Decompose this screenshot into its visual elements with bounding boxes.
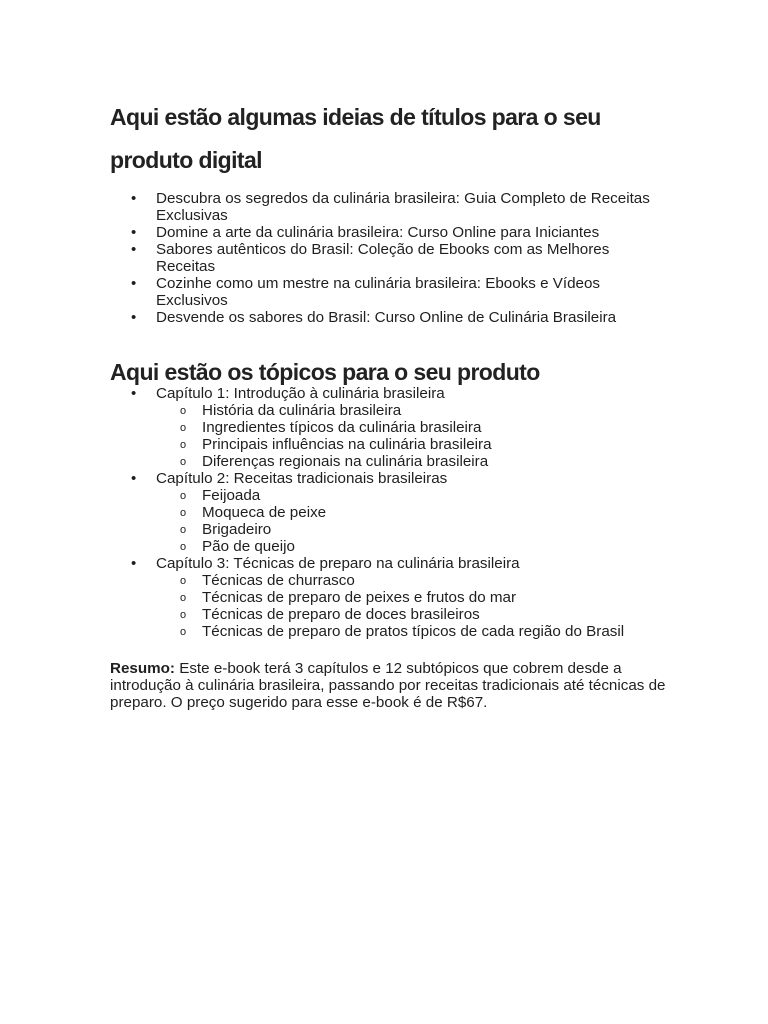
subtopic-label: Técnicas de preparo de peixes e frutos do mar bbox=[202, 589, 517, 606]
circle-bullet-icon: o bbox=[180, 524, 187, 536]
list-item bbox=[110, 309, 650, 326]
bullet-icon: • bbox=[131, 275, 137, 292]
circle-bullet-icon: o bbox=[180, 422, 187, 434]
subtopic-item bbox=[156, 521, 670, 538]
list-item bbox=[110, 275, 650, 309]
chapter-item bbox=[110, 385, 670, 470]
title-ideas-list bbox=[110, 190, 650, 326]
circle-bullet-icon: o bbox=[180, 609, 187, 621]
subtopic-label: Principais influências na culinária brasileira bbox=[202, 436, 492, 453]
bullet-icon: • bbox=[131, 555, 137, 572]
bullet-icon: • bbox=[131, 224, 137, 241]
chapter-item bbox=[110, 470, 670, 555]
title-ideas-heading: Aqui estão algumas ideias de títulos para o seu produto digital bbox=[110, 104, 601, 173]
subtopic-item bbox=[156, 572, 670, 589]
subtopic-list bbox=[156, 402, 670, 470]
chapter-title: Capítulo 3: Técnicas de preparo na culinária brasileira bbox=[156, 555, 520, 572]
subtopic-item bbox=[156, 589, 670, 606]
summary-label: Resumo: bbox=[110, 660, 175, 677]
title-idea: Descubra os segredos da culinária brasileira: Guia Completo de Receitas Exclusivas bbox=[156, 190, 650, 224]
subtopic-label: Ingredientes típicos da culinária brasileira bbox=[202, 419, 482, 436]
circle-bullet-icon: o bbox=[180, 490, 187, 502]
circle-bullet-icon: o bbox=[180, 541, 187, 553]
subtopic-item bbox=[156, 606, 670, 623]
subtopic-item bbox=[156, 436, 670, 453]
subtopic-item bbox=[156, 453, 670, 470]
subtopic-label: Técnicas de preparo de doces brasileiros bbox=[202, 606, 480, 623]
title-idea: Cozinhe como um mestre na culinária brasileira: Ebooks e Vídeos Exclusivos bbox=[156, 275, 601, 309]
chapter-item bbox=[110, 555, 670, 640]
subtopic-label: Técnicas de churrasco bbox=[202, 572, 355, 589]
circle-bullet-icon: o bbox=[180, 626, 187, 638]
subtopic-label: Feijoada bbox=[202, 487, 261, 504]
bullet-icon: • bbox=[131, 309, 137, 326]
circle-bullet-icon: o bbox=[180, 507, 187, 519]
bullet-icon: • bbox=[131, 385, 137, 402]
subtopic-label: História da culinária brasileira bbox=[202, 402, 402, 419]
title-idea: Domine a arte da culinária brasileira: Curso Online para Iniciantes bbox=[156, 224, 600, 241]
subtopic-label: Técnicas de preparo de pratos típicos de cada região do Brasil bbox=[202, 623, 625, 640]
subtopic-item bbox=[156, 538, 670, 555]
circle-bullet-icon: o bbox=[180, 439, 187, 451]
subtopic-label: Brigadeiro bbox=[202, 521, 272, 538]
summary-paragraph bbox=[110, 660, 670, 711]
chapter-title: Capítulo 1: Introdução à culinária brasileira bbox=[156, 385, 445, 402]
subtopic-label: Moqueca de peixe bbox=[202, 504, 327, 521]
summary-text: Este e-book terá 3 capítulos e 12 subtópicos que cobrem desde a introdução à culinária brasileira, passando por receitas tradicionais até técnicas de preparo. O preço sugerido para esse e-book é de R$67. bbox=[110, 660, 666, 711]
subtopic-item bbox=[156, 487, 670, 504]
topics-heading: Aqui estão os tópicos para o seu produto bbox=[110, 359, 540, 385]
list-item bbox=[110, 190, 650, 224]
circle-bullet-icon: o bbox=[180, 592, 187, 604]
subtopic-label: Pão de queijo bbox=[202, 538, 295, 555]
bullet-icon: • bbox=[131, 470, 137, 487]
chapter-title: Capítulo 2: Receitas tradicionais brasileiras bbox=[156, 470, 448, 487]
subtopic-item bbox=[156, 623, 670, 640]
subtopic-item bbox=[156, 402, 670, 419]
subtopic-label: Diferenças regionais na culinária brasileira bbox=[202, 453, 489, 470]
title-idea: Sabores autênticos do Brasil: Coleção de Ebooks com as Melhores Receitas bbox=[156, 241, 610, 275]
subtopic-list bbox=[156, 572, 670, 640]
circle-bullet-icon: o bbox=[180, 575, 187, 587]
circle-bullet-icon: o bbox=[180, 405, 187, 417]
bullet-icon: • bbox=[131, 241, 137, 258]
subtopic-item bbox=[156, 419, 670, 436]
list-item bbox=[110, 241, 650, 275]
topics-list bbox=[110, 385, 670, 640]
subtopic-item bbox=[156, 504, 670, 521]
subtopic-list bbox=[156, 487, 670, 555]
circle-bullet-icon: o bbox=[180, 456, 187, 468]
bullet-icon: • bbox=[131, 190, 137, 207]
list-item bbox=[110, 224, 650, 241]
title-idea: Desvende os sabores do Brasil: Curso Online de Culinária Brasileira bbox=[156, 309, 617, 326]
